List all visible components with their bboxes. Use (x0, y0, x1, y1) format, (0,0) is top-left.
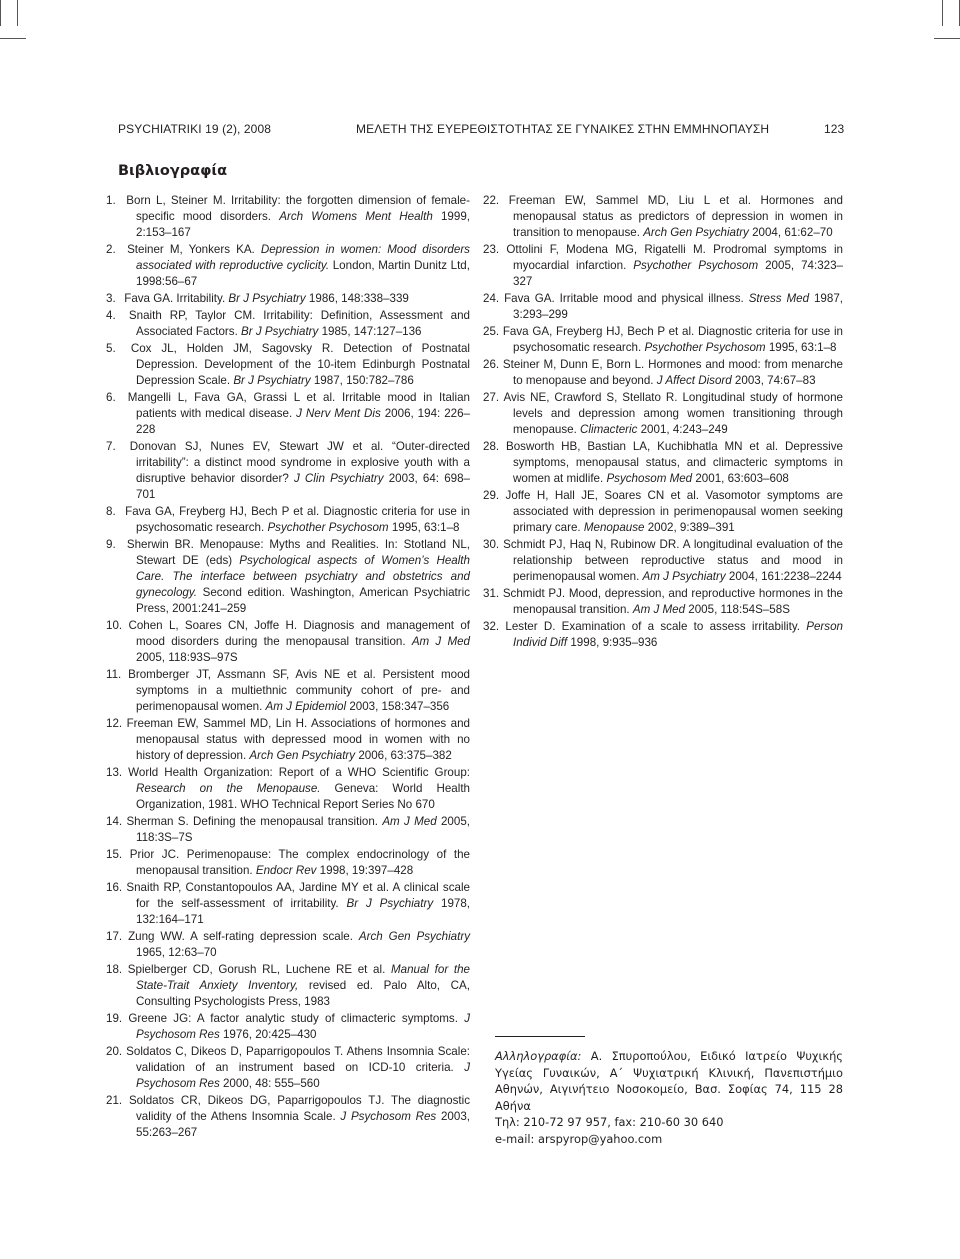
reference-journal: Am J Med (632, 603, 686, 616)
reference-number: 14. (106, 815, 123, 828)
reference-journal: Br J Psychiatry (233, 374, 311, 387)
reference-text: Spielberger CD, Gorush RL, Luchene RE et al. (127, 963, 391, 976)
reference-number: 23. (483, 243, 500, 256)
crop-mark (934, 38, 960, 39)
reference-item: 4. Snaith RP, Taylor CM. Irritability: Definition, Assessment and Associated Factors. Br J Psychiatry 1985, 147:127–136 (106, 309, 470, 338)
reference-text: Ottolini F, Modena MG, Rigatelli M. Prodromal symptoms in myocardial infarction. (506, 243, 843, 272)
reference-text: 1976, 20:425–430 (219, 1028, 317, 1041)
reference-item: 2. Steiner M, Yonkers KA. Depression in women: Mood disorders associated with reproductive cyclicity. London, Martin Dunitz Ltd, 1998:56–67 (106, 243, 470, 288)
reference-journal: Br J Psychiatry (346, 897, 434, 910)
reference-text: 2000, 48: 555–560 (219, 1077, 320, 1090)
reference-item (106, 1093, 470, 1141)
reference-item (106, 929, 470, 961)
reference-journal: J Nerv Ment Dis (296, 407, 381, 420)
reference-journal: Arch Gen Psychiatry (249, 749, 356, 762)
reference-journal: Manual for the State-Trait Anxiety Inventory, (136, 963, 470, 992)
reference-number: 16. (106, 881, 123, 894)
reference-item (483, 390, 843, 438)
reference-text: Snaith RP, Constantopoulos AA, Jardine MY et al. A clinical scale for the self-assessment of irritability. (126, 881, 470, 910)
reference-journal: Psychother Psychosom (267, 521, 389, 534)
correspondence-note (495, 1048, 843, 1147)
reference-number: 21. (106, 1094, 123, 1107)
reference-text: 2003, 64: 698–701 (136, 472, 470, 501)
reference-item (483, 291, 843, 323)
reference-text: 2002, 9:389–391 (644, 521, 735, 534)
reference-journal: Menopause (583, 521, 645, 534)
reference-text: Donovan SJ, Nunes EV, Stewart JW et al. “Outer-directed irritability”: a distinct mood syndrome in explosive youth with a disruptive behavior disorder? (129, 440, 470, 485)
reference-journal: Endocr Rev (255, 864, 317, 877)
reference-journal: J Psychosom Res (340, 1110, 437, 1123)
reference-text: Born L, Steiner M. Irritability: the forgotten dimension of female-specific mood disorders. (126, 194, 470, 223)
reference-number: 31. (483, 587, 500, 600)
reference-text: 2001, 63:603–608 (692, 472, 789, 485)
reference-item (106, 880, 471, 928)
reference-text: 1986, 148:338–339 (305, 292, 409, 305)
reference-item (483, 619, 843, 651)
correspondence-address: Α. Σπυροπούλου, Ειδικό Ιατρείο Ψυχικής Υγείας Γυναικών, Α΄ Ψυχιατρική Κλινική, Πανεπιστήμιο Αθηνών, Αιγινήτειο Νοσοκομείο, Βασ. Σοφίας 74, 115 28 Αθήνα (495, 1049, 843, 1113)
reference-item: 6. Mangelli L, Fava GA, Grassi L et al. Irritable mood in Italian patients with medical disease. J Nerv Ment Dis 2006, 194: 226–228 (106, 391, 470, 436)
reference-text: 2003, 158:347–356 (346, 700, 450, 713)
reference-text: Zung WW. A self-rating depression scale. (128, 930, 359, 943)
reference-number: 32. (483, 620, 500, 633)
references-right-column (483, 193, 843, 652)
reference-text: Snaith RP, Taylor CM. Irritability: Definition, Assessment and Associated Factors. (128, 309, 470, 338)
reference-number: 18. (106, 963, 123, 976)
reference-journal: Am J Psychiatry (642, 570, 726, 583)
reference-text: 1995, 63:1–8 (388, 521, 460, 534)
reference-text: World Health Organization: Report of a WHO Scientific Group: (128, 766, 470, 779)
reference-journal: J Clin Psychiatry (293, 472, 384, 485)
reference-journal: Depression in women: Mood disorders associated with reproductive cyclicity. (136, 243, 470, 272)
reference-journal: Am J Med (411, 635, 470, 648)
reference-text: 1978, 132:164–171 (136, 897, 471, 926)
reference-item (106, 814, 470, 846)
reference-text: 1987, 150:782–786 (310, 374, 414, 387)
reference-number: 30. (483, 538, 500, 551)
reference-item (483, 439, 843, 487)
reference-item (106, 1044, 470, 1092)
crop-mark (17, 0, 18, 26)
reference-item: 5. Cox JL, Holden JM, Sagovsky R. Detection of Postnatal Depression. Development of the 10-item Edinburgh Postnatal Depression Scale. Br J Psychiatry 1987, 150:782–786 (106, 342, 470, 387)
reference-text: 1995, 63:1–8 (765, 341, 837, 354)
reference-text: 2004, 61:62–70 (748, 226, 833, 239)
reference-text: Fava GA. Irritable mood and physical illness. (504, 292, 749, 305)
reference-text: 1965, 12:63–70 (136, 946, 217, 959)
reference-journal: Climacteric (580, 423, 638, 436)
reference-text: Bromberger JT, Assmann SF, Avis NE et al. Persistent mood symptoms in a multiethnic community cohort of pre- and perimenopausal women. (128, 668, 470, 713)
reference-item (483, 357, 843, 389)
reference-text: 2006, 63:375–382 (355, 749, 452, 762)
reference-text: 1985, 147:127–136 (318, 325, 422, 338)
reference-item: 9. Sherwin BR. Menopause: Myths and Realities. In: Stotland NL, Stewart DE (eds) Psychological aspects of Women’s Health Care. The interface between psychiatry and obstetrics and gynecology. Second edition. Washington, American Psychiatric Press, 2001:241–259 (106, 538, 470, 615)
reference-text: Geneva: World Health Organization, 1981. WHO Technical Report Series No 670 (136, 782, 470, 811)
reference-journal: Am J Epidemiol (265, 700, 347, 713)
reference-text: Fava GA, Freyberg HJ, Bech P et al. Diagnostic criteria for use in psychosomatic research. (502, 325, 843, 354)
reference-text: Sherwin BR. Menopause: Myths and Realities. In: Stotland NL, Stewart DE (eds) (126, 538, 470, 567)
reference-item (106, 618, 470, 666)
reference-text: 2004, 161:2238–2244 (725, 570, 842, 583)
reference-journal: Psychother Psychosom (644, 341, 766, 354)
crop-mark (0, 38, 26, 39)
reference-text: 2003, 55:263–267 (136, 1110, 470, 1139)
reference-number: 19. (106, 1012, 123, 1025)
reference-text: Soldatos C, Dikeos D, Paparrigopoulos T. Athens Insomnia Scale: validation of an instrument based on ICD-10 criteria. (126, 1045, 470, 1074)
reference-text: Schmidt PJ, Haq N, Rubinow DR. A longitudinal evaluation of the relationship between reproductive status and mood in perimenopausal women. (503, 538, 843, 583)
reference-journal: Arch Gen Psychiatry (358, 930, 470, 943)
crop-mark (0, 0, 1, 26)
reference-journal: Psychosom Med (606, 472, 693, 485)
footnote-rule (495, 1036, 585, 1037)
reference-item (106, 716, 470, 764)
references-left-column (106, 193, 471, 1142)
reference-item: 3. Fava GA. Irritability. Br J Psychiatry 1986, 148:338–339 (106, 292, 409, 305)
reference-journal: Am J Med (382, 815, 437, 828)
reference-text: Freeman EW, Sammel MD, Liu L et al. Hormones and menopausal status as predictors of depression in women in transition to menopause. (508, 194, 843, 239)
reference-number: 26. (483, 358, 500, 371)
reference-text: Joffe H, Hall JE, Soares CN et al. Vasomotor symptoms are associated with depression in perimenopausal women seeking primary care. (505, 489, 843, 534)
reference-text: 2005, 118:3S–7S (136, 815, 470, 844)
reference-item (106, 847, 470, 879)
reference-text: Avis NE, Crawford S, Stellato R. Longitudinal study of hormone levels and depression among women transitioning through menopause. (503, 391, 843, 436)
reference-number: 24. (483, 292, 500, 305)
page-number: 123 (824, 122, 845, 136)
reference-journal: Person Individ Diff (513, 620, 843, 649)
reference-text: 2005, 74:323–327 (513, 259, 843, 288)
reference-journal: Stress Med (748, 292, 810, 305)
reference-text: Fava GA. Irritability. (124, 292, 229, 305)
reference-text: Steiner M, Yonkers KA. (127, 243, 261, 256)
reference-item: 1. Born L, Steiner M. Irritability: the forgotten dimension of female-specific mood disorders. Arch Womens Ment Health 1999, 2:153–167 (106, 194, 470, 239)
reference-text: Soldatos CR, Dikeos DG, Paparrigopoulos TJ. The diagnostic validity of the Athens Insomnia Scale. (128, 1094, 470, 1123)
reference-journal: Psychother Psychosom (633, 259, 759, 272)
reference-journal: Arch Gen Psychiatry (643, 226, 749, 239)
reference-text: 1998, 9:935–936 (567, 636, 658, 649)
reference-text: Steiner M, Dunn E, Born L. Hormones and mood: from menarche to menopause and beyond. (502, 358, 843, 387)
reference-text: Cohen L, Soares CN, Joffe H. Diagnosis and management of mood disorders during the menopausal transition. (128, 619, 470, 648)
reference-number: 22. (483, 194, 500, 207)
reference-text: 1987, 3:293–299 (513, 292, 843, 321)
reference-number: 10. (106, 619, 123, 632)
reference-number: 25. (483, 325, 500, 338)
reference-text: 2003, 74:67–83 (731, 374, 816, 387)
reference-text: 2005, 118:54S–58S (685, 603, 790, 616)
reference-item (106, 962, 470, 1010)
reference-number: 13. (106, 766, 123, 779)
reference-item (483, 488, 843, 536)
reference-text: Lester D. Examination of a scale to assess irritability. (505, 620, 807, 633)
reference-text: Second edition. Washington, American Psychiatric Press, 2001:241–259 (136, 586, 470, 615)
reference-item (483, 193, 843, 241)
reference-journal: J Psychosom Res (136, 1061, 470, 1090)
reference-item (106, 667, 470, 715)
reference-journal: J Psychosom Res (136, 1012, 470, 1041)
correspondence-phone: Τηλ: 210-72 97 957, fax: 210-60 30 640 (495, 1115, 724, 1129)
reference-item (483, 586, 843, 618)
reference-number: 28. (483, 440, 500, 453)
reference-item: 8. Fava GA, Freyberg HJ, Bech P et al. Diagnostic criteria for use in psychosomatic research. Psychother Psychosom 1995, 63:1–8 (106, 505, 470, 534)
reference-journal: Psychological aspects of Women’s Health Care. The interface between psychiatry and obstetrics and gynecology. (136, 554, 470, 599)
reference-text: Bosworth HB, Bastian LA, Kuchibhatla MN et al. Depressive symptoms, menopausal status, and climacteric symptoms in women at midlife. (505, 440, 843, 485)
reference-text: 1999, 2:153–167 (136, 210, 470, 239)
reference-journal: Arch Womens Ment Health (279, 210, 433, 223)
reference-number: 20. (106, 1045, 123, 1058)
reference-journal: Research on the Menopause. (136, 782, 321, 795)
reference-number: 29. (483, 489, 500, 502)
reference-journal: J Affect Disord (656, 374, 732, 387)
crop-mark (942, 0, 943, 26)
reference-text: Fava GA, Freyberg HJ, Bech P et al. Diagnostic criteria for use in psychosomatic research. (125, 505, 470, 534)
reference-journal: Br J Psychiatry (241, 325, 319, 338)
reference-number: 12. (106, 717, 123, 730)
section-title: Βιβλιογραφία (118, 163, 228, 179)
reference-number: 17. (106, 930, 123, 943)
reference-item (483, 242, 843, 290)
reference-item (483, 537, 843, 585)
reference-text: revised ed. Palo Alto, CA, Consulting Psychologists Press, 1983 (136, 979, 470, 1008)
reference-text: Schmidt PJ. Mood, depression, and reproductive hormones in the menopausal transition. (502, 587, 843, 616)
reference-text: 1998, 19:397–428 (316, 864, 414, 877)
journal-citation: PSYCHIATRIKI 19 (2), 2008 (118, 122, 272, 136)
reference-item (106, 765, 470, 813)
reference-text: Greene JG: A factor analytic study of climacteric symptoms. (128, 1012, 465, 1025)
reference-text: Freeman EW, Sammel MD, Lin H. Associations of hormones and menopausal status with depressed mood in women with no history of depression. (126, 717, 470, 762)
running-title: ΜΕΛΕΤΗ ΤΗΣ ΕΥΕΡΕΘΙΣΤΟΤΗΤΑΣ ΣΕ ΓΥΝΑΙΚΕΣ ΣΤΗΝ ΕΜΜΗΝΟΠΑΥΣΗ (356, 122, 770, 136)
correspondence-label: Αλληλογραφία: (495, 1049, 582, 1063)
reference-text: 2006, 194: 226–228 (136, 407, 470, 436)
correspondence-email[interactable]: e-mail: arspyrop@yahoo.com (495, 1131, 663, 1146)
reference-item (106, 1011, 470, 1043)
reference-item (483, 324, 843, 356)
reference-text: Cox JL, Holden JM, Sagovsky R. Detection of Postnatal Depression. Development of the 10-item Edinburgh Postnatal Depression Scale. (130, 342, 470, 387)
reference-text: Prior JC. Perimenopause: The complex endocrinology of the menopausal transition. (129, 848, 470, 877)
reference-text: 2001, 4:243–249 (637, 423, 728, 436)
reference-number: 27. (483, 391, 500, 404)
reference-text: Sherman S. Defining the menopausal transition. (126, 815, 383, 828)
reference-journal: Br J Psychiatry (228, 292, 306, 305)
reference-number: 15. (106, 848, 123, 861)
reference-text: London, Martin Dunitz Ltd, 1998:56–67 (136, 259, 470, 288)
reference-text: Mangelli L, Fava GA, Grassi L et al. Irritable mood in Italian patients with medical disease. (127, 391, 470, 420)
reference-text: 2005, 118:93S–97S (136, 651, 238, 664)
reference-item: 7. Donovan SJ, Nunes EV, Stewart JW et al. “Outer-directed irritability”: a distinct mood syndrome in explosive youth with a disruptive behavior disorder? J Clin Psychiatry 2003, 64: 698–701 (106, 440, 470, 501)
